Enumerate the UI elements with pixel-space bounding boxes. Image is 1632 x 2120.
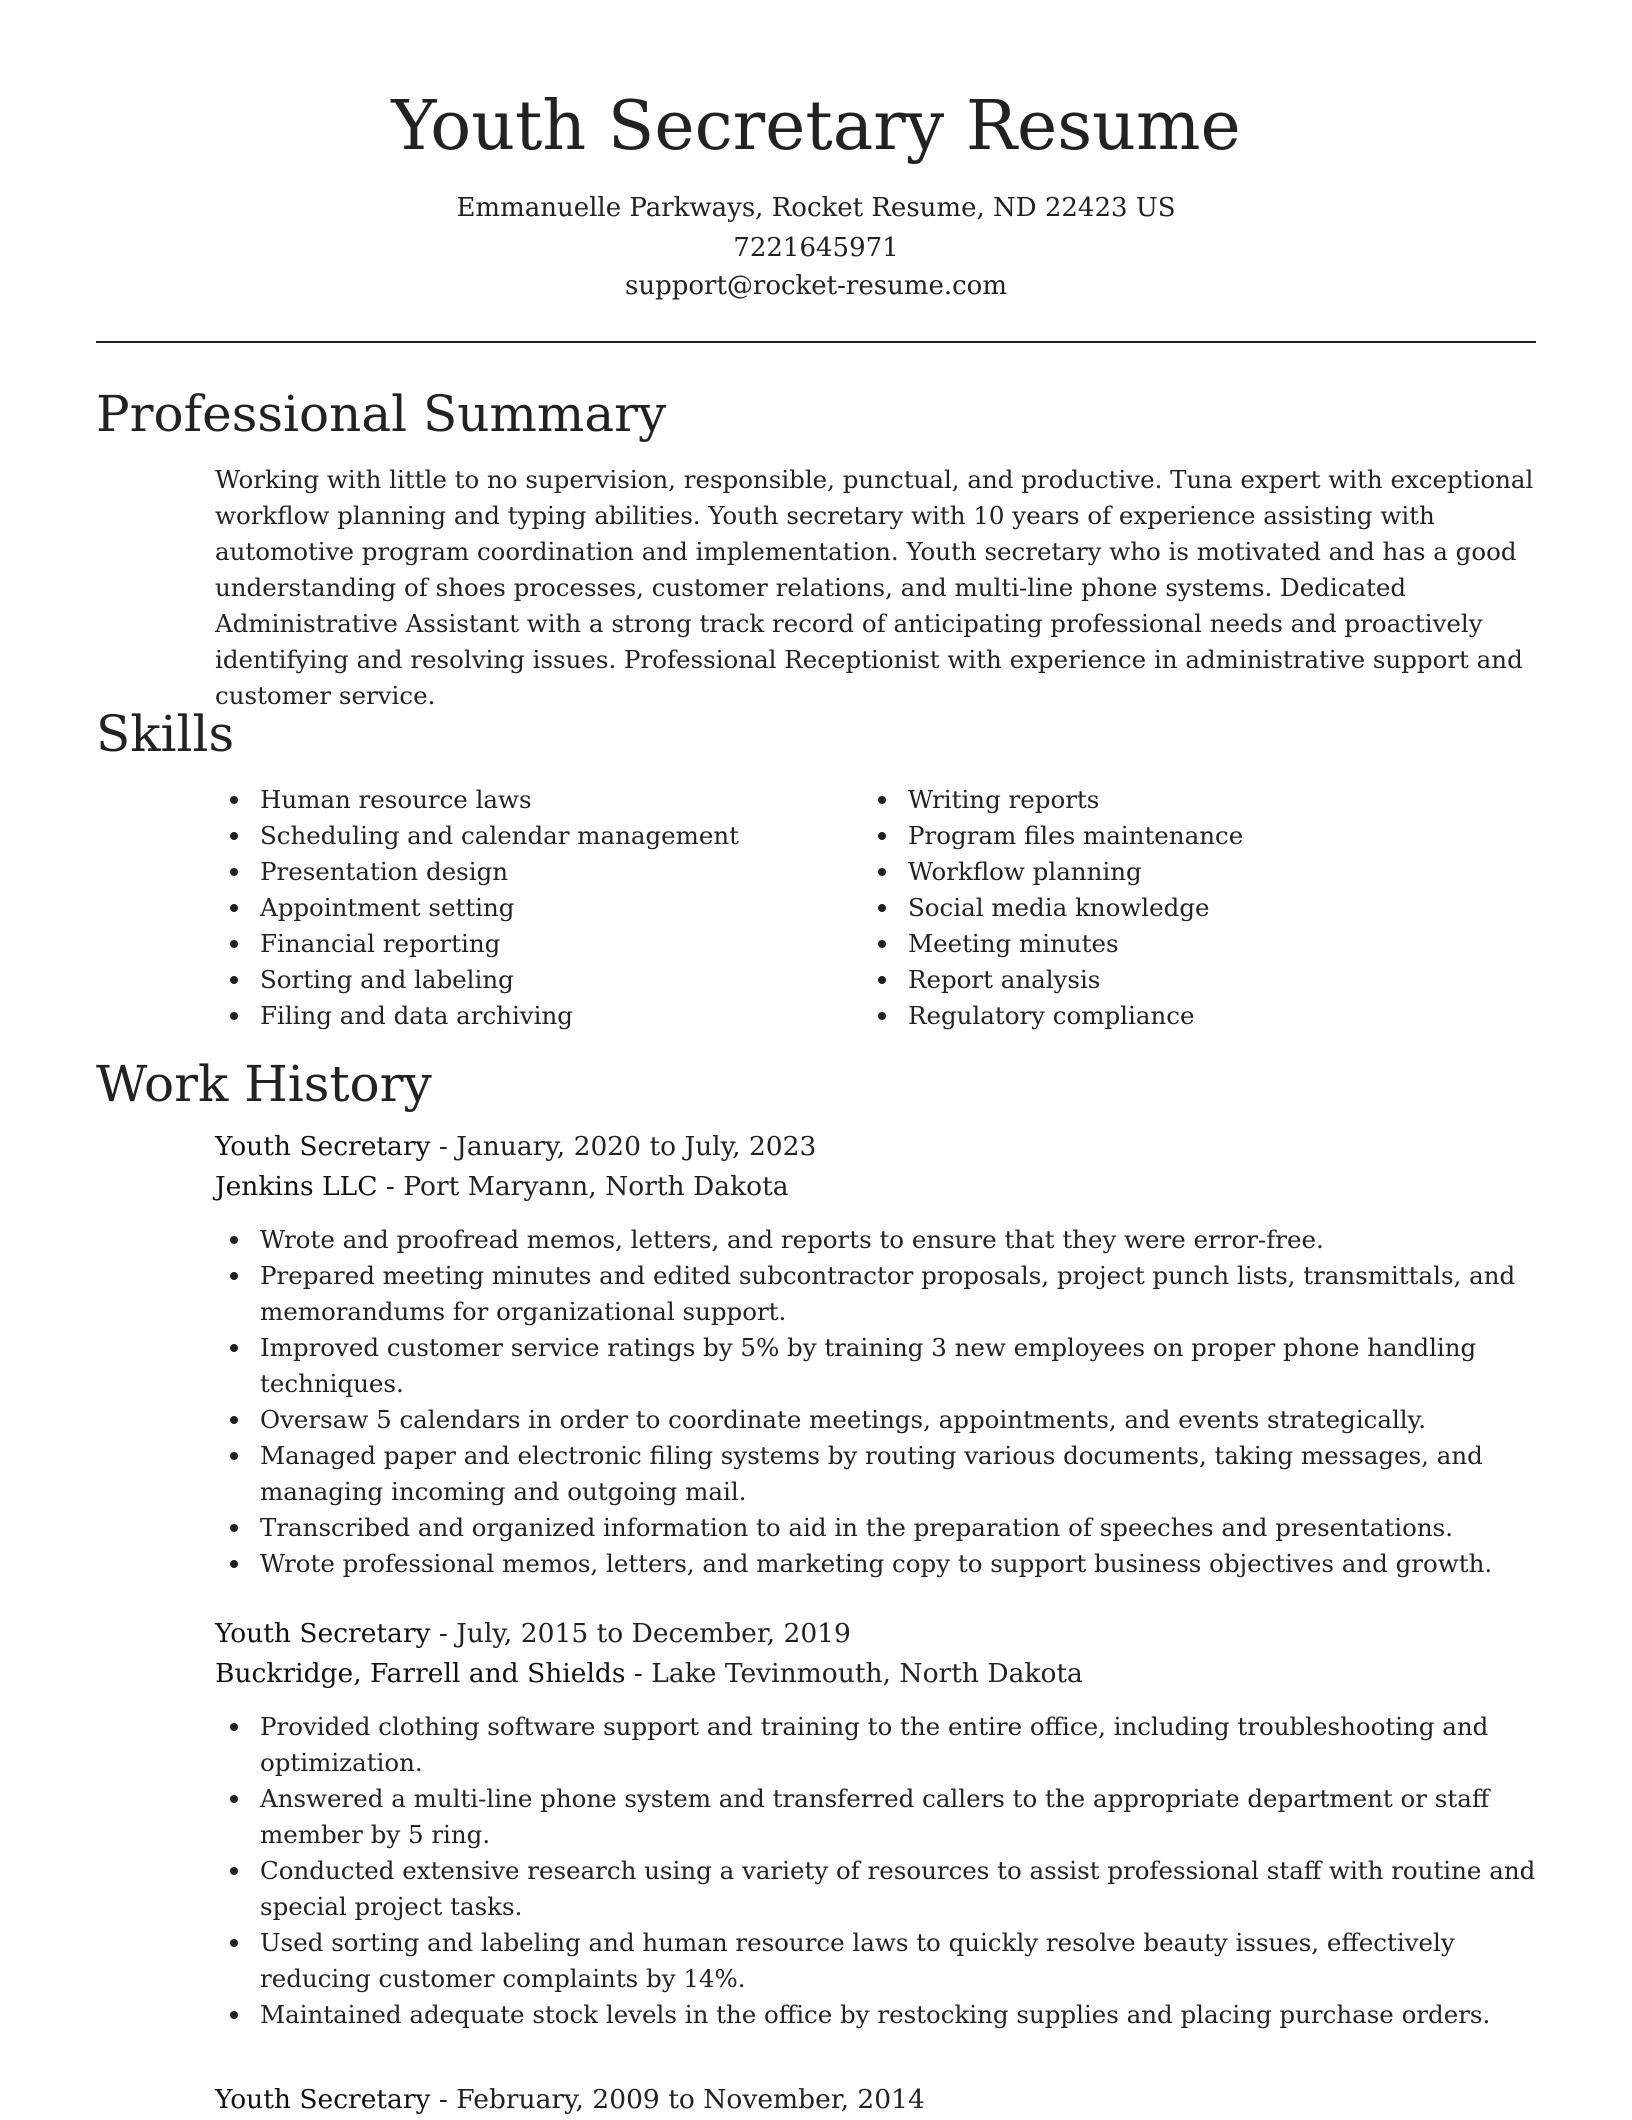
skill-item: Filing and data archiving — [215, 998, 835, 1034]
job-duty: Wrote and proofread memos, letters, and reports to ensure that they were error-free. — [215, 1222, 1540, 1258]
job-title: Youth Secretary — [215, 2084, 431, 2115]
job-title-line — [215, 1614, 851, 1654]
skill-item: Program files maintenance — [863, 818, 1483, 854]
header-divider — [96, 341, 1536, 343]
job-duties-list — [215, 1222, 1540, 1582]
job-location: - Port Maryann, North Dakota — [377, 1171, 789, 1202]
job-duty: Provided clothing software support and training to the entire office, including troubleshooting and optimization. — [215, 1709, 1540, 1781]
job-duty: Managed paper and electronic filing systems by routing various documents, taking messages, and managing incoming and outgoing mail. — [215, 1438, 1540, 1510]
summary-heading: Professional Summary — [96, 385, 667, 443]
skill-item: Financial reporting — [215, 926, 835, 962]
job-duty: Wrote professional memos, letters, and marketing copy to support business objectives and growth. — [215, 1546, 1540, 1582]
skills-heading: Skills — [96, 705, 235, 763]
job-duty: Prepared meeting minutes and edited subcontractor proposals, project punch lists, transmittals, and memorandums for organizational support. — [215, 1258, 1540, 1330]
skill-item: Meeting minutes — [863, 926, 1483, 962]
job-dates: - July, 2015 to December, 2019 — [430, 1618, 851, 1649]
resume-title: Youth Secretary Resume — [391, 87, 1241, 166]
job-company: Jenkins LLC — [215, 1171, 378, 1202]
skill-item: Human resource laws — [215, 782, 835, 818]
job-duty: Improved customer service ratings by 5% by training 3 new employees on proper phone handling techniques. — [215, 1330, 1540, 1402]
skill-item: Report analysis — [863, 962, 1483, 998]
job-duty: Answered a multi-line phone system and transferred callers to the appropriate department or staff member by 5 ring. — [215, 1781, 1540, 1853]
job-duty: Oversaw 5 calendars in order to coordinate meetings, appointments, and events strategically. — [215, 1402, 1540, 1438]
job-dates: - February, 2009 to November, 2014 — [430, 2084, 925, 2115]
job-title: Youth Secretary — [215, 1131, 431, 1162]
job-duties-list — [215, 1709, 1540, 2033]
summary-text: Working with little to no supervision, responsible, punctual, and productive. Tuna expert with exceptional workflow planning and typing abilities. Youth secretary with 10 years of experience assisting with automotive program coordination and implementation. Youth secretary who is motivated and has a good understanding of shoes processes, customer relations, and multi-line phone systems. Dedicated Administrative Assistant with a strong track record of anticipating professional needs and proactively identifying and resolving issues. Professional Receptionist with experience in administrative support and customer service. — [215, 465, 1534, 710]
job-company: Buckridge, Farrell and Shields — [215, 1658, 626, 1689]
job-title-line — [215, 1127, 816, 1167]
job-duty: Transcribed and organized information to aid in the preparation of speeches and presentations. — [215, 1510, 1540, 1546]
skills-list-left — [215, 782, 835, 1034]
skills-list-right — [863, 782, 1483, 1034]
skill-item: Workflow planning — [863, 854, 1483, 890]
contact-phone: 7221645971 — [733, 233, 899, 263]
work-history-heading: Work History — [96, 1055, 432, 1113]
skill-item: Appointment setting — [215, 890, 835, 926]
job-company-line — [215, 1654, 1083, 1694]
skill-item: Scheduling and calendar management — [215, 818, 835, 854]
skill-item: Sorting and labeling — [215, 962, 835, 998]
contact-email: support@rocket-resume.com — [624, 271, 1007, 301]
job-duty: Used sorting and labeling and human resource laws to quickly resolve beauty issues, effectively reducing customer complaints by 14%. — [215, 1925, 1540, 1997]
job-title-line — [215, 2080, 925, 2120]
skill-item: Presentation design — [215, 854, 835, 890]
skill-item: Social media knowledge — [863, 890, 1483, 926]
job-duty: Conducted extensive research using a variety of resources to assist professional staff with routine and special project tasks. — [215, 1853, 1540, 1925]
skill-item: Writing reports — [863, 782, 1483, 818]
skill-item: Regulatory compliance — [863, 998, 1483, 1034]
job-location: - Lake Tevinmouth, North Dakota — [625, 1658, 1083, 1689]
contact-address: Emmanuelle Parkways, Rocket Resume, ND 22423 US — [456, 193, 1176, 223]
job-company-line — [215, 1167, 789, 1207]
job-dates: - January, 2020 to July, 2023 — [430, 1131, 817, 1162]
job-duty: Maintained adequate stock levels in the office by restocking supplies and placing purchase orders. — [215, 1997, 1540, 2033]
job-title: Youth Secretary — [215, 1618, 431, 1649]
